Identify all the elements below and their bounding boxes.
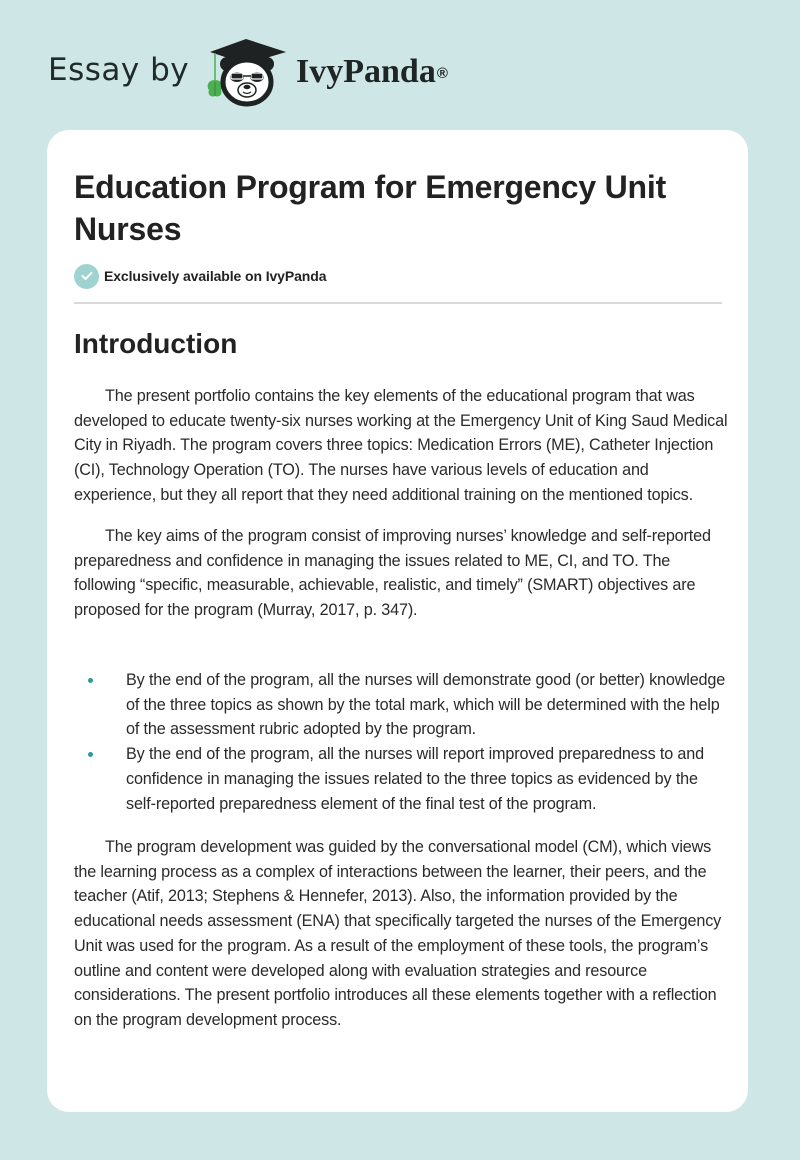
brand-name: IvyPanda <box>296 53 436 90</box>
list-item-text: By the end of the program, all the nurses will demonstrate good (or better) knowledge of the three topics as shown by the total mark, which will be determined with the help of the assessment rubric adopted by the program. <box>126 671 726 739</box>
essay-card <box>47 130 748 1112</box>
bullet-icon <box>88 678 93 683</box>
divider <box>74 302 722 304</box>
paragraph-1: The present portfolio contains the key elements of the educational program that was developed to educate twenty-six nurses working at the Emergency Unit of King Saud Medical City in Riyadh. The program covers three topics: Medication Errors (ME), Catheter Injection (CI), Technology Operation (TO). The nurses have various levels of education and experience, but they all report that they need additional training on the mentioned topics. <box>74 387 728 504</box>
exclusive-badge-text: Exclusively available on IvyPanda <box>104 268 327 284</box>
list-item <box>74 742 729 816</box>
registered-mark: ® <box>436 65 448 82</box>
section-heading-introduction: Introduction <box>74 328 238 359</box>
essay-by-label: Essay by <box>48 52 190 88</box>
brand-logo[interactable] <box>296 52 448 92</box>
paragraph-2: The key aims of the program consist of improving nurses’ knowledge and self-reported preparedness and confidence in managing the issues related to ME, CI, and TO. The following “specific, measurable, achievable, realistic, and timely” (SMART) objectives are proposed for the program (Murray, 2017, p. 347). <box>74 527 711 620</box>
list-item <box>74 668 729 742</box>
panda-graduation-cap-icon[interactable] <box>202 36 290 108</box>
objectives-list <box>74 668 729 816</box>
site-header <box>0 0 800 130</box>
check-circle-icon <box>74 264 99 289</box>
bullet-icon <box>88 752 93 757</box>
list-item-text: By the end of the program, all the nurses will report improved preparedness to and confidence in managing the issues related to the three topics as evidenced by the self-reported preparedness element of the final test of the program. <box>126 745 704 813</box>
paragraph-3: The program development was guided by the conversational model (CM), which views the learning process as a complex of interactions between the learner, their peers, and the teacher (Atif, 2013; Stephens & Hennefer, 2013). Also, the information provided by the educational needs assessment (ENA) that specifically targeted the nurses of the Emergency Unit was used for the program. As a result of the employment of these tools, the program’s outline and content were developed along with evaluation strategies and resource considerations. The present portfolio introduces all these elements together with a reflection on the program development process. <box>74 838 722 1029</box>
page-title: Education Program for Emergency Unit Nurses <box>74 169 667 247</box>
exclusive-badge <box>74 263 326 289</box>
